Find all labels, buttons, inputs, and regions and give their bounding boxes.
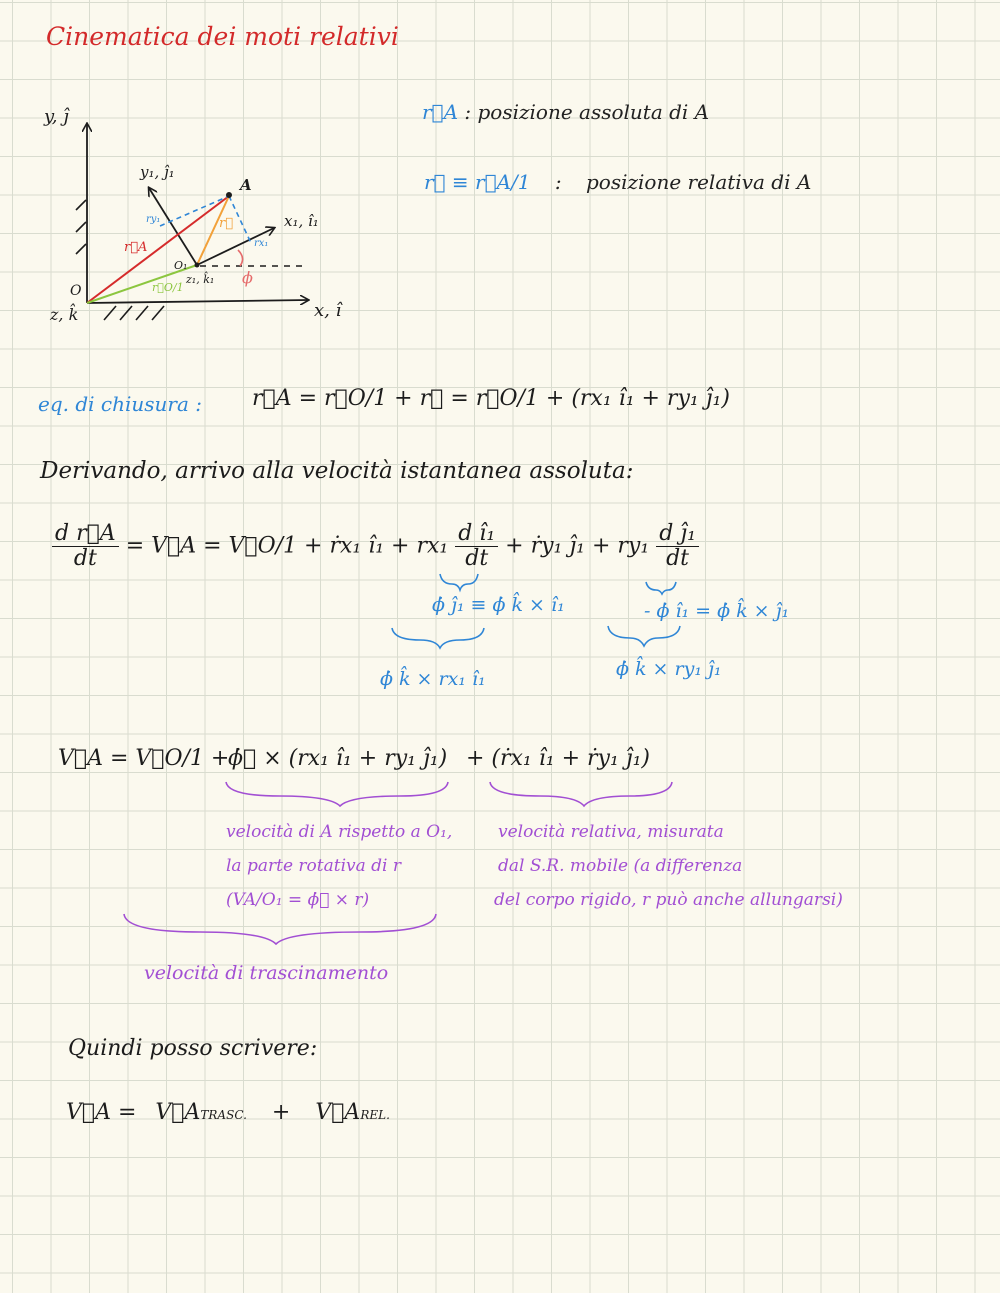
definition-rA-text: posizione assoluta di A [477, 100, 710, 124]
conclusion-text: Quindi posso scrivere: [68, 1036, 318, 1061]
frac2-denominator: dt [666, 546, 690, 572]
derivative-note-1: ϕ̇ ĵ₁ ≡ ϕ̇ k̂ × î₁ [432, 594, 565, 616]
final-plus: + [271, 1100, 291, 1125]
rel-annotation-3: del corpo rigido, r può anche allungarsi) [494, 890, 843, 910]
final-equation [66, 1100, 390, 1125]
frame1-x-label: x₁, î₁ [284, 212, 319, 230]
derivative-note-3: ϕ̇ k̂ × rx₁ î₁ [380, 668, 486, 690]
rot-annotation-1: velocità di A rispetto a O₁, [226, 822, 453, 842]
rel-annotation-2: dal S.R. mobile (a differenza [498, 856, 743, 876]
brace-rotational [226, 782, 448, 806]
definition-rA-symbol: r⃗A [422, 100, 459, 124]
rhs-mid: + ṙy₁ ĵ₁ + ry₁ [505, 533, 650, 559]
velocity-relative-term: + (ṙx₁ î₁ + ṙy₁ ĵ₁) [466, 746, 651, 771]
definition-r-sep: : [554, 170, 562, 194]
origin1-label: O₁ [174, 259, 188, 272]
closure-label: eq. di chiusura : [38, 392, 202, 416]
vec-rO1-label: r⃗O/1 [152, 281, 184, 294]
lhs-denominator: dt [73, 546, 97, 572]
frac1-denominator: dt [465, 546, 489, 572]
velocity-lhs: V⃗A = V⃗O/1 + [58, 746, 230, 771]
ry1-label: ry₁ [146, 214, 161, 225]
definition-r-text: posizione relativa di A [585, 170, 812, 194]
velocity-rotational-term: ϕ̇⃗ × (rx₁ î₁ + ry₁ ĵ₁) [228, 746, 448, 771]
final-term-1: V⃗A [155, 1100, 201, 1125]
derivative-note-4: ϕ̇ k̂ × ry₁ ĵ₁ [616, 658, 722, 680]
rel-annotation-1: velocità relativa, misurata [498, 822, 724, 842]
axis-x-label: x, î [314, 300, 342, 321]
final-term-2: V⃗A [315, 1100, 361, 1125]
final-lhs: V⃗A = [66, 1100, 137, 1125]
frame1-z-label: z₁, k̂₁ [186, 273, 215, 286]
rot-annotation-3: (VA/O₁ = ϕ̇⃗ × r) [226, 890, 370, 910]
vec-rA-label: r⃗A [124, 240, 148, 255]
brace-trascinamento [124, 914, 436, 944]
axis-y-label: y, ĵ [44, 106, 69, 127]
final-term-2-sub: REL. [360, 1108, 390, 1122]
axis-z-label: z, k̂ [50, 305, 79, 324]
lhs-numerator: d r⃗A [52, 522, 119, 547]
frame1-y-label: y₁, ĵ₁ [140, 163, 175, 181]
brace-relative [490, 782, 672, 806]
rot-annotation-2: la parte rotativa di r [226, 856, 402, 876]
phi-label: ϕ [242, 268, 253, 287]
trascinamento-annotation: velocità di trascinamento [144, 962, 389, 984]
closure-equation: r⃗A = r⃗O/1 + r⃗ = r⃗O/1 + (rx₁ î₁ + ry₁ ĵ₁) [252, 386, 730, 411]
definition-rA-sep: : [464, 100, 472, 124]
rhs-start: = V⃗A = V⃗O/1 + ṙx₁ î₁ + rx₁ [125, 533, 449, 559]
point-A-label: A [240, 176, 252, 194]
final-term-1-sub: TRASC. [200, 1108, 247, 1122]
derivation-text: Derivando, arrivo alla velocità istantanea assoluta: [40, 458, 634, 484]
derivative-note-2: - ϕ̇ î₁ = ϕ̇ k̂ × ĵ₁ [644, 600, 790, 622]
definition-r-symbol: r⃗ ≡ r⃗A/1 [424, 170, 531, 194]
vec-r-label: r⃗ [219, 216, 234, 231]
page-title: Cinematica dei moti relativi [46, 22, 399, 51]
frac2-numerator: d ĵ₁ [656, 522, 699, 547]
origin-label: O [70, 283, 82, 299]
frac1-numerator: d î₁ [455, 522, 498, 547]
rx1-label: rx₁ [254, 238, 269, 249]
